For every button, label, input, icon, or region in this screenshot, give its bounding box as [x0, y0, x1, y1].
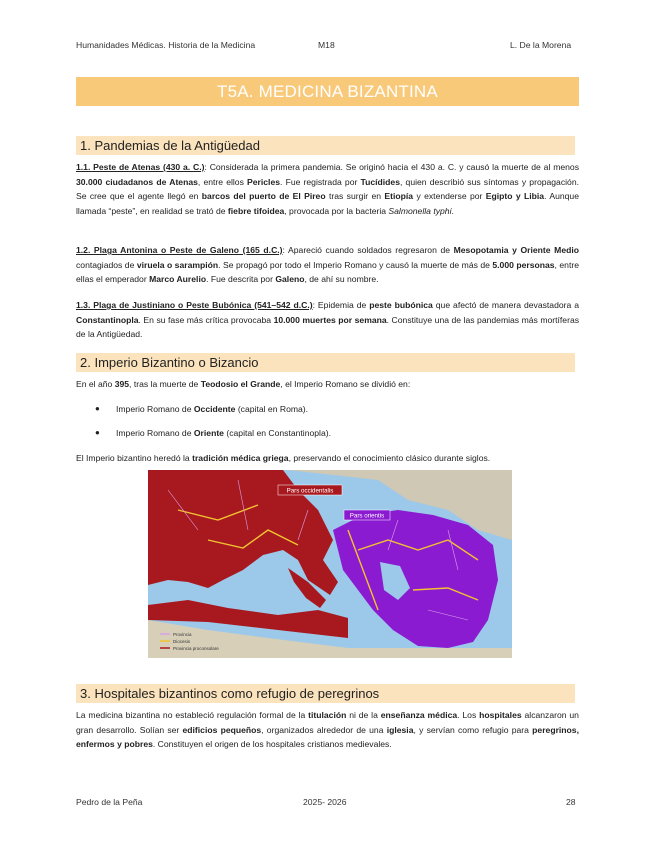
bold-text: hospitales	[479, 710, 522, 720]
text: tras surgir en	[325, 191, 385, 202]
legend-diocesis: Diocesis	[173, 639, 191, 644]
paragraph-hospitales	[76, 708, 579, 752]
bold-text: 395	[114, 379, 130, 389]
text: que afectó de manera devastadora a	[432, 300, 580, 310]
text: contagiados de	[76, 259, 137, 270]
list-item-oriente	[116, 428, 331, 438]
bold-text: Constantinopla	[76, 314, 139, 325]
text: , organizados alrededor de una	[261, 724, 387, 735]
text: . Constituye una de las pandemias más mortíferas de la Antigüedad.	[76, 314, 580, 340]
footer-year: 2025- 2026	[303, 797, 347, 807]
text: . Fue descrita por	[206, 274, 276, 285]
bold-text: Tucídides	[360, 176, 400, 187]
paragraph-plaga-justiniano	[76, 298, 579, 342]
text: alcanzaron un gran desarrollo. Solían ser	[76, 710, 579, 735]
label: 1.2. Plaga Antonina o Peste de Galeno (165 d.C.)	[76, 245, 283, 255]
footer-page-number: 28	[566, 797, 576, 807]
bold-text: Pericles	[247, 176, 281, 187]
text: .	[451, 206, 454, 217]
text: . Aunque llamada “peste”, en realidad se trató de	[76, 191, 579, 217]
paragraph-plaga-antonina	[76, 243, 579, 287]
header-author: L. De la Morena	[510, 40, 572, 50]
text: La medicina bizantina no estableció regulación formal de la	[76, 710, 309, 720]
text: (capital en Constantinopla).	[223, 428, 331, 438]
label-pars-orientis: Pars orientis	[349, 512, 385, 520]
text: , y servían como refugio para	[413, 724, 533, 735]
header-course: Humanidades Médicas. Historia de la Medicina	[76, 40, 256, 50]
text: , quien describió sus síntomas y propagación. Se cree que el agente llegó en	[76, 176, 579, 202]
text: , preservando el conocimiento clásico durante siglos.	[288, 453, 491, 463]
text: . Se propagó por todo el Imperio Romano y causó la muerte de más de	[218, 259, 493, 270]
bold-text: Marco Aurelio	[149, 274, 207, 285]
map-roman-empire-division	[148, 470, 512, 658]
bold-text: edificios pequeños	[182, 724, 262, 735]
bold-text: Occidente	[193, 404, 236, 414]
bullet-dot: ●	[95, 428, 100, 437]
text: (capital en Roma).	[235, 404, 309, 414]
bold-text: peregrinos, enfermos y pobres	[76, 724, 579, 750]
bold-text: 10.000 muertes por semana	[273, 314, 387, 325]
bold-text: viruela o sarampión	[136, 259, 219, 270]
bold-text: enseñanza médica	[380, 710, 458, 720]
text: y extenderse por	[413, 191, 486, 202]
bold-text: Mesopotamia y Oriente Medio	[453, 245, 579, 255]
text: El Imperio bizantino heredó la	[76, 453, 193, 463]
text: , entre ellos	[197, 176, 248, 187]
bold-text: barcos del puerto de El Pireo	[201, 191, 326, 202]
text: , provocada por la bacteria	[284, 206, 389, 217]
paragraph-herencia-griega	[76, 451, 579, 466]
bold-text: Teodosio el Grande	[200, 379, 281, 389]
bold-text: fiebre tifoidea	[227, 206, 285, 217]
text: , entre ellas el emperador	[76, 259, 579, 285]
text: . En su fase más crítica provocaba	[138, 314, 274, 325]
bold-text: tradición médica griega	[192, 453, 289, 463]
bold-text: iglesia	[386, 724, 414, 735]
label: 1.1. Peste de Atenas (430 a. C.)	[76, 162, 205, 172]
legend-provincia: Provincia	[173, 632, 192, 637]
bold-text: Egipto y Libia	[485, 191, 545, 202]
bold-text: 5.000 personas	[492, 259, 555, 270]
text: : Considerada la primera pandemia. Se originó hacia el 430 a. C. y causó la muerte de al menos	[204, 162, 579, 172]
text: , el Imperio Romano se dividió en:	[280, 379, 411, 389]
list-item-occidente	[116, 404, 308, 414]
bold-text: Oriente	[193, 428, 224, 438]
label: 1.3. Plaga de Justiniano o Peste Bubónica (541–542 d.C.)	[76, 300, 313, 310]
page-title: T5A. MEDICINA BIZANTINA	[76, 77, 579, 106]
section-3-heading: 3. Hospitales bizantinos como refugio de peregrinos	[76, 684, 575, 703]
bold-text: 30.000 ciudadanos de Atenas	[76, 176, 198, 187]
text: . Los	[457, 710, 480, 720]
label-pars-occidentalis: Pars occidentalis	[286, 487, 334, 495]
text: , tras la muerte de	[129, 379, 201, 389]
text: En el año	[76, 379, 115, 389]
map-graphic	[148, 470, 512, 658]
bold-text: titulación	[308, 710, 347, 720]
paragraph-division-imperio	[76, 377, 579, 392]
bold-text: Etiopía	[384, 191, 414, 202]
text: : Epidemia de	[312, 300, 370, 310]
section-2-heading: 2. Imperio Bizantino o Bizancio	[76, 353, 575, 372]
text: , de ahí su nombre.	[304, 274, 379, 285]
header-code: M18	[318, 40, 335, 50]
text: Imperio Romano de	[116, 404, 194, 414]
paragraph-peste-atenas	[76, 160, 579, 219]
text: Imperio Romano de	[116, 428, 194, 438]
text: . Constituyen el origen de los hospitales cristianos medievales.	[152, 739, 392, 750]
bullet-dot: ●	[95, 404, 100, 413]
footer-author: Pedro de la Peña	[76, 797, 143, 807]
text: . Fue registrada por	[280, 176, 361, 187]
section-1-heading: 1. Pandemias de la Antigüedad	[76, 136, 575, 155]
text: ni de la	[346, 710, 381, 720]
text: : Apareció cuando soldados regresaron de	[282, 245, 454, 255]
bold-text: Galeno	[275, 274, 305, 285]
italic-text: Salmonella typhi	[388, 206, 452, 217]
bold-text: peste bubónica	[369, 300, 433, 310]
legend-provincia-proconsolare: Provincia proconsolare	[173, 646, 219, 651]
